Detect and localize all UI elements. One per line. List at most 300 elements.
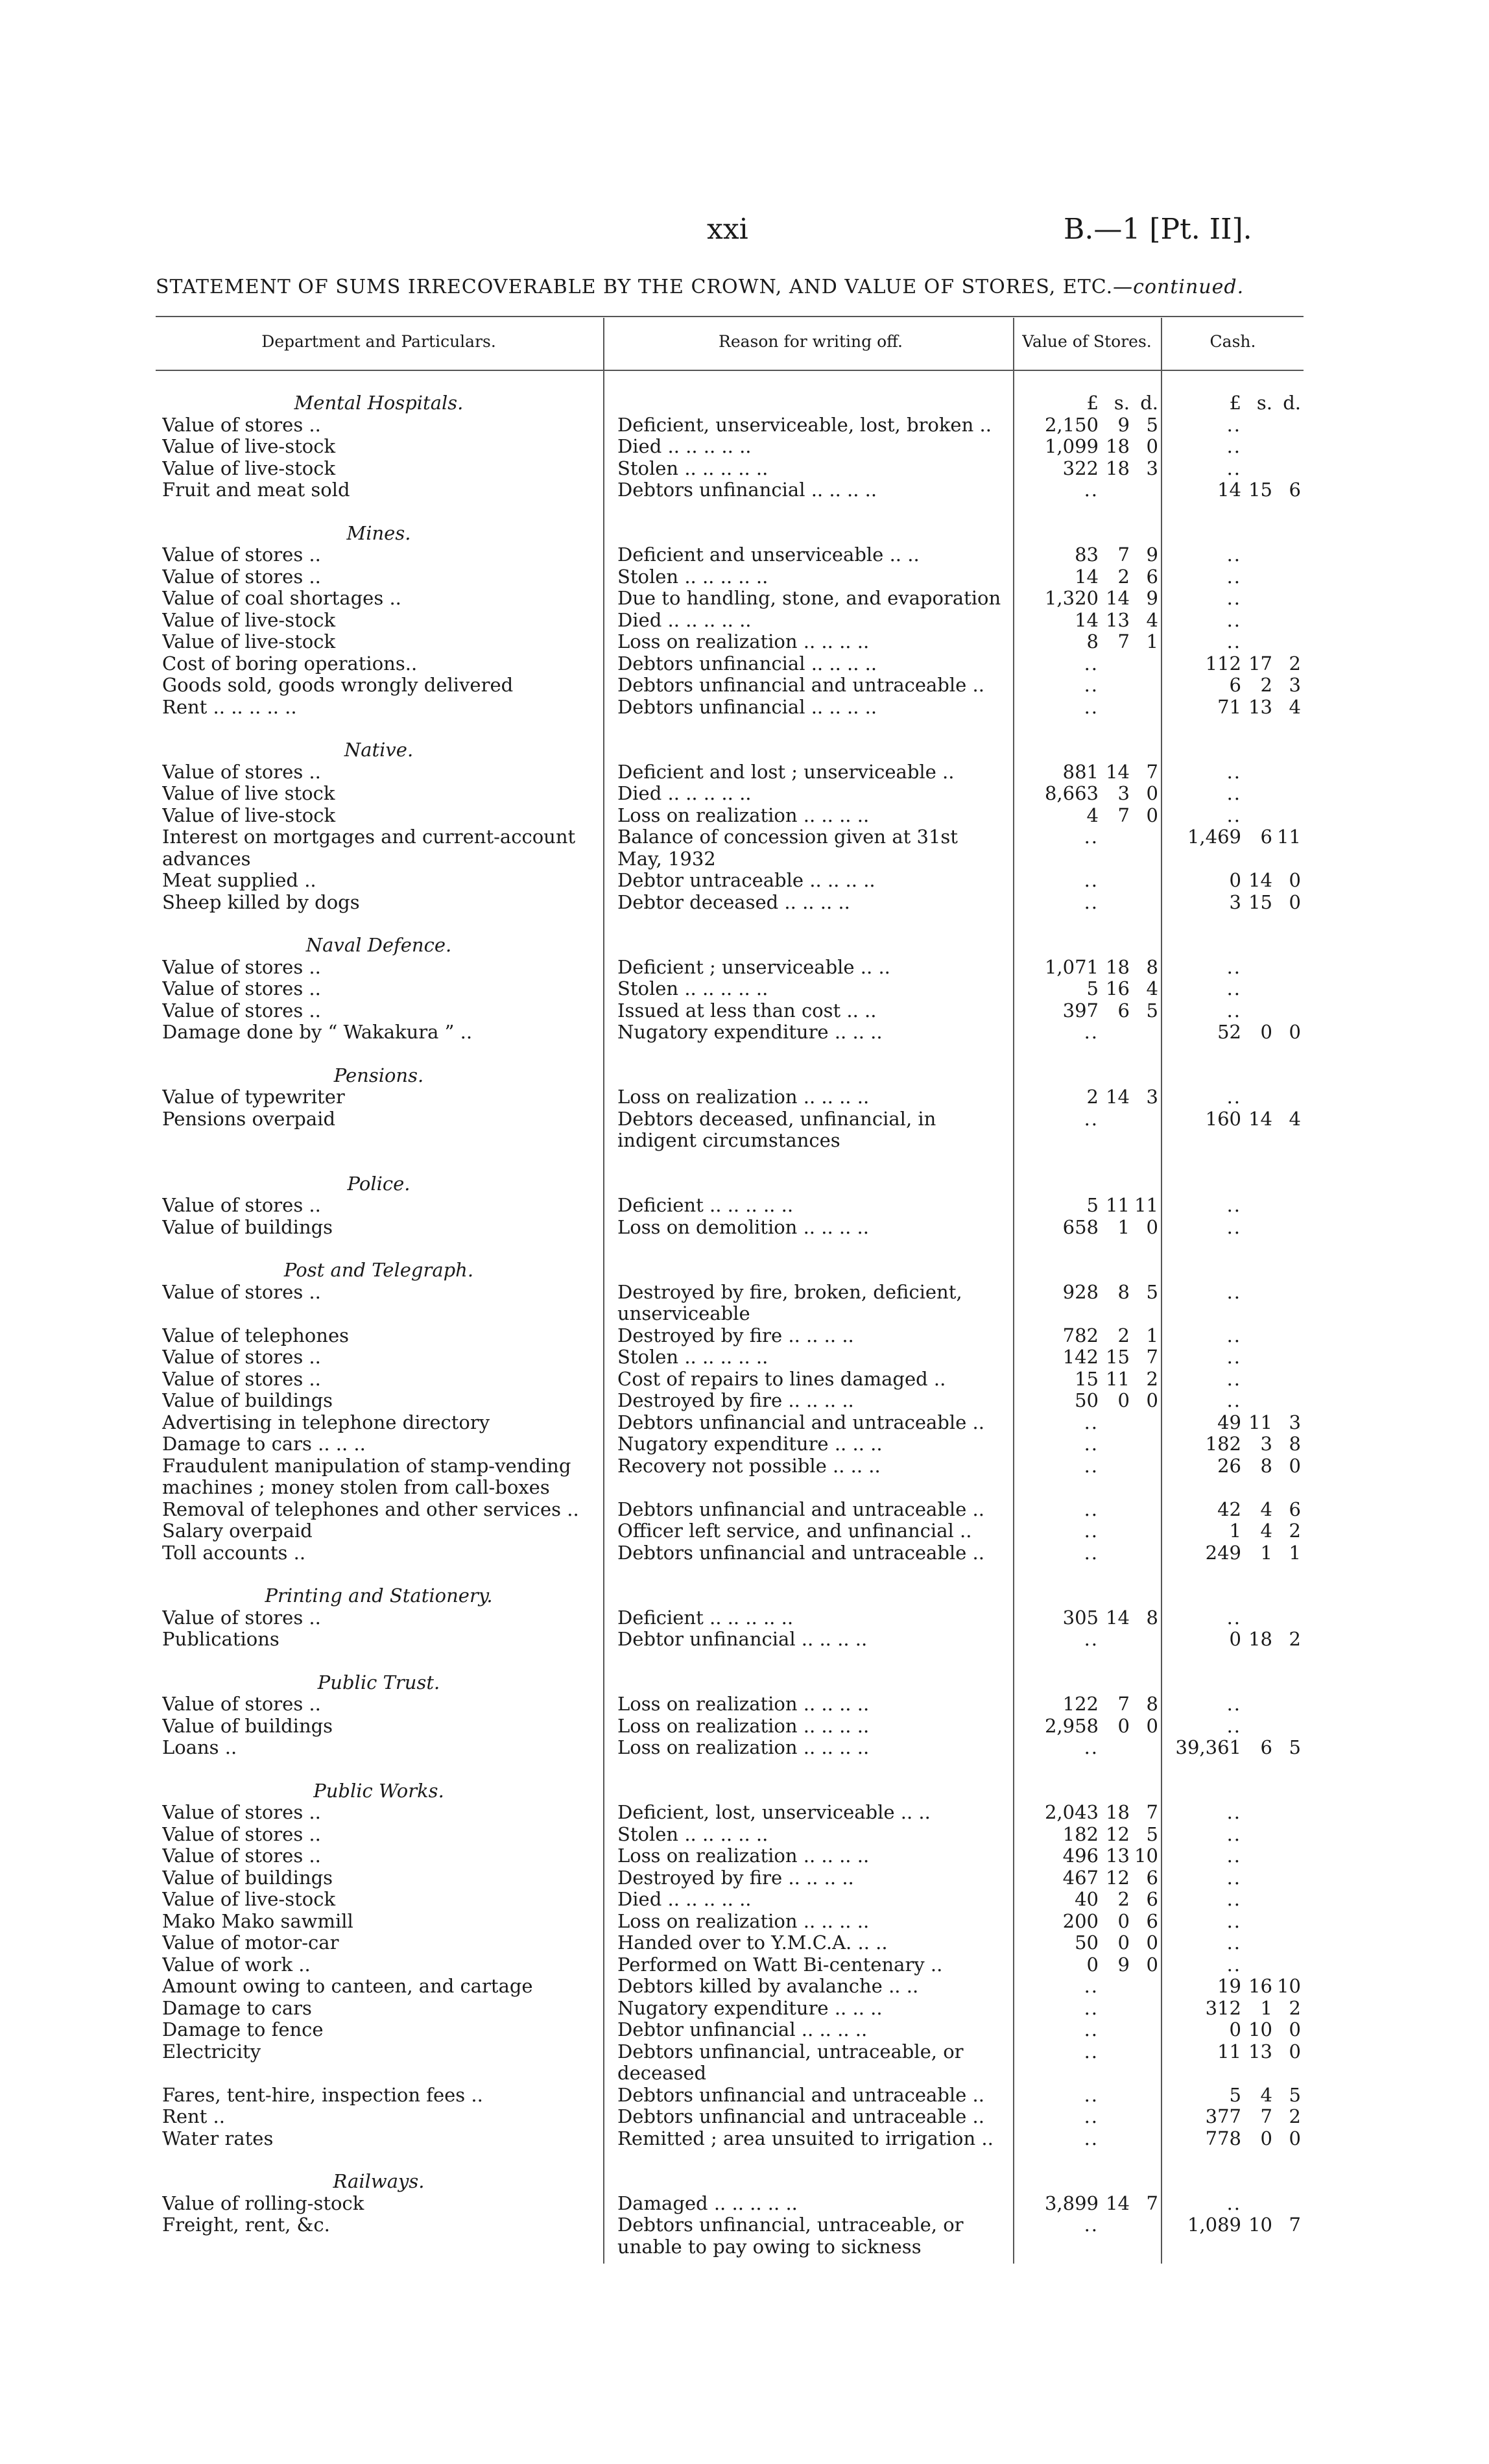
stores-value-shillings: 14: [1106, 761, 1130, 783]
stores-value: [1016, 458, 1158, 480]
cash-value-shillings: 4: [1260, 2084, 1272, 2106]
section-heading-row: [0, 935, 1489, 957]
cash-value-shillings: 1: [1260, 1542, 1272, 1564]
reason-cell: Stolen .. .. .. .. ..: [617, 978, 768, 999]
cash-value-empty: ..: [1226, 1715, 1241, 1737]
cash-value: [1165, 2041, 1301, 2063]
cash-value-pounds: 11: [1217, 2040, 1241, 2063]
table-row: [0, 1000, 1489, 1022]
particulars-cell: Fraudulent manipulation of stamp-vending machines ; money stolen from call-boxes: [162, 1455, 571, 1498]
cash-value-pence: 10: [1277, 1976, 1301, 1997]
particulars-cell: Value of stores ..: [162, 1607, 321, 1629]
cash-value: [1165, 1086, 1301, 1108]
cash-value-shillings: 15: [1248, 479, 1272, 501]
cash-value-pounds: 6: [1229, 675, 1241, 696]
table-row: [0, 1976, 1489, 1998]
table-row: [0, 458, 1489, 480]
stores-value-pounds: 881: [1062, 761, 1099, 783]
cash-value-pounds: 377: [1205, 2106, 1241, 2127]
cash-value-shillings: 11: [1248, 1411, 1272, 1433]
page-number: xxi: [707, 213, 748, 246]
cash-value-empty: ..: [1226, 1390, 1241, 1411]
cash-value: [1165, 978, 1301, 1000]
stores-value-shillings: 9: [1117, 1954, 1130, 1976]
cash-value: [1165, 2019, 1301, 2041]
cash-value-pence: 2: [1289, 652, 1301, 675]
table-row: [0, 1455, 1489, 1499]
particulars-cell: Interest on mortgages and current-account advances: [162, 826, 576, 870]
cash-value-pounds: 49: [1217, 1411, 1241, 1433]
stores-value-shillings: 14: [1106, 2192, 1130, 2214]
particulars-cell: Toll accounts ..: [162, 1542, 306, 1564]
cash-value-pounds: 71: [1217, 696, 1241, 718]
reason-cell: Destroyed by fire .. .. .. ..: [617, 1324, 854, 1346]
particulars-cell: Pensions overpaid: [162, 1108, 336, 1130]
reason-cell: Handed over to Y.M.C.A. .. ..: [617, 1932, 888, 1954]
cash-value-shillings: 8: [1260, 1455, 1272, 1477]
cash-value-empty: ..: [1226, 2192, 1241, 2214]
table-row: [0, 1369, 1489, 1391]
stores-value: [1016, 1108, 1158, 1130]
cash-value-pence: 8: [1289, 1433, 1301, 1455]
particulars-cell: Value of stores ..: [162, 999, 321, 1022]
particulars-cell: Value of telephones: [162, 1324, 349, 1346]
cash-value: [1165, 957, 1301, 979]
cash-value-shillings: 17: [1248, 652, 1272, 675]
stores-value-pounds: 305: [1062, 1607, 1099, 1629]
table-row: [0, 1346, 1489, 1369]
reason-cell: Deficient .. .. .. .. ..: [617, 1195, 794, 1216]
reason-cell: Cost of repairs to lines damaged ..: [617, 1368, 946, 1390]
table-row: [0, 588, 1489, 610]
cash-value: [1165, 1824, 1301, 1846]
particulars-cell: Value of stores ..: [162, 978, 321, 999]
stores-value-shillings: 2: [1117, 566, 1130, 588]
cash-value: [1165, 1911, 1301, 1933]
stores-value-pence: 8: [1146, 1693, 1158, 1715]
particulars-cell: Value of stores ..: [162, 1368, 321, 1390]
stores-value-shillings: 14: [1106, 588, 1130, 609]
stores-value-empty: ..: [1084, 2019, 1099, 2040]
cash-value: [1165, 1607, 1301, 1629]
stores-value-pounds: 5: [1086, 978, 1099, 999]
stores-value-shillings: 0: [1117, 1932, 1130, 1954]
section-heading: Railways.: [333, 2170, 425, 2192]
table-row: [0, 1802, 1489, 1824]
stores-value-pence: 5: [1146, 999, 1158, 1022]
cash-value-pence: 4: [1289, 1108, 1301, 1130]
table-row: [0, 1022, 1489, 1044]
table-row: [0, 1520, 1489, 1542]
cash-value-pounds: 1: [1229, 1520, 1241, 1542]
table-row: [0, 1542, 1489, 1564]
cash-value-pence: 3: [1289, 675, 1301, 696]
stores-value-pence: 1: [1146, 1324, 1158, 1346]
reason-cell: Died .. .. .. .. ..: [617, 436, 752, 457]
particulars-cell: Value of motor-car: [162, 1932, 339, 1954]
cash-value-pence: 11: [1277, 826, 1301, 848]
table-row: [0, 2041, 1489, 2085]
particulars-cell: Value of live-stock: [162, 804, 336, 826]
table-row: [0, 544, 1489, 566]
stores-value: [1016, 1390, 1158, 1412]
stores-value-pence: 0: [1146, 436, 1158, 457]
header-bottom-rule: [156, 370, 1304, 371]
particulars-cell: Water rates: [162, 2127, 274, 2149]
unit-pound: £: [1086, 392, 1099, 414]
cash-value-empty: ..: [1226, 1195, 1241, 1216]
particulars-cell: Sheep killed by dogs: [162, 891, 360, 913]
cash-value-shillings: 14: [1248, 1108, 1272, 1130]
stores-value-pounds: 658: [1062, 1216, 1099, 1238]
stores-value-empty: ..: [1084, 1976, 1099, 1997]
cash-value: [1165, 414, 1301, 437]
cash-value-shillings: 1: [1260, 1997, 1272, 2019]
section-heading: Mines.: [346, 521, 411, 544]
stores-value-empty: ..: [1084, 2214, 1099, 2236]
reason-cell: Due to handling, stone, and evaporation: [617, 588, 1001, 609]
cash-value-pounds: 312: [1205, 1997, 1241, 2019]
cash-value-empty: ..: [1226, 566, 1241, 588]
stores-value: [1016, 1716, 1158, 1738]
stores-value: [1016, 1976, 1158, 1998]
table-row: [0, 2193, 1489, 2215]
section-heading: Native.: [344, 739, 414, 761]
cash-value: [1165, 1455, 1301, 1477]
cash-value-empty: ..: [1226, 804, 1241, 826]
table-row: [0, 892, 1489, 914]
stores-value-pence: 0: [1146, 1715, 1158, 1737]
table-row: [0, 414, 1489, 437]
stores-value-pence: 0: [1146, 804, 1158, 826]
cash-value-pence: 5: [1289, 1737, 1301, 1758]
stores-value-pence: 3: [1146, 1086, 1158, 1108]
stores-value-pence: 7: [1146, 1346, 1158, 1368]
cash-value: [1165, 653, 1301, 675]
stores-value: [1016, 1325, 1158, 1347]
reason-cell: Debtor deceased .. .. .. ..: [617, 891, 850, 913]
particulars-cell: Value of stores ..: [162, 544, 321, 566]
stores-value-shillings: 2: [1117, 1889, 1130, 1910]
stores-value-shillings: 11: [1106, 1195, 1130, 1216]
stores-value-shillings: 0: [1117, 1715, 1130, 1737]
section-heading-row: [0, 392, 1489, 414]
particulars-cell: Value of stores ..: [162, 566, 321, 588]
stores-value: [1016, 2214, 1158, 2236]
stores-value-shillings: 7: [1117, 544, 1130, 566]
cash-value-shillings: 6: [1260, 826, 1272, 848]
stores-value-shillings: 0: [1117, 1390, 1130, 1411]
stores-value-shillings: 7: [1117, 1693, 1130, 1715]
stores-value-pounds: 1,320: [1044, 588, 1099, 609]
stores-value-pounds: 1,099: [1044, 436, 1099, 457]
table-row: [0, 610, 1489, 632]
particulars-cell: Fruit and meat sold: [162, 479, 350, 501]
stores-value: [1016, 588, 1158, 610]
particulars-cell: Value of coal shortages ..: [162, 588, 401, 609]
table-row: [0, 1867, 1489, 1889]
reason-cell: Performed on Watt Bi-centenary ..: [617, 1954, 943, 1976]
cash-value-pence: 0: [1289, 2127, 1301, 2149]
stores-value-shillings: 12: [1106, 1823, 1130, 1845]
stores-value-shillings: 2: [1117, 1324, 1130, 1346]
reason-cell: Debtor unfinancial .. .. .. ..: [617, 1629, 868, 1650]
reason-cell: Debtors unfinancial, untraceable, or deceased: [617, 2040, 964, 2084]
particulars-cell: Advertising in telephone directory: [162, 1411, 490, 1433]
reason-cell: Loss on demolition .. .. .. ..: [617, 1216, 869, 1238]
cash-value-pounds: 182: [1205, 1433, 1241, 1455]
stores-value-pounds: 142: [1062, 1346, 1099, 1368]
table-row: [0, 1954, 1489, 1976]
cash-value: [1165, 892, 1301, 914]
cash-value: [1165, 1217, 1301, 1239]
cash-value-pence: 0: [1289, 1455, 1301, 1477]
stores-value-pence: 6: [1146, 1867, 1158, 1889]
unit-shilling: s.: [1256, 392, 1272, 414]
stores-value-pounds: 0: [1086, 1954, 1099, 1976]
cash-value-pence: 4: [1289, 696, 1301, 718]
table-row: [0, 1412, 1489, 1434]
section-heading: Police.: [347, 1172, 411, 1195]
stores-value-pounds: 4: [1086, 804, 1099, 826]
stores-value-pounds: 1,071: [1044, 956, 1099, 978]
stores-value-empty: ..: [1084, 1542, 1099, 1564]
cash-value-empty: ..: [1226, 1086, 1241, 1108]
reason-cell: Debtors unfinancial and untraceable ..: [617, 1542, 984, 1564]
stores-value: [1016, 436, 1158, 458]
table-row: [0, 697, 1489, 719]
particulars-cell: Value of work ..: [162, 1954, 311, 1976]
title-continued: —continued.: [1113, 276, 1245, 298]
cash-value-pounds: 19: [1217, 1976, 1241, 1997]
reason-cell: Balance of concession given at 31st May, 1932: [617, 826, 958, 870]
stores-value: [1016, 1693, 1158, 1716]
stores-value-shillings: 11: [1106, 1368, 1130, 1390]
stores-value-pence: 0: [1146, 783, 1158, 804]
stores-value-pounds: 50: [1075, 1390, 1099, 1411]
cash-value-shillings: 14: [1248, 870, 1272, 891]
stores-value-empty: ..: [1084, 1022, 1099, 1043]
cash-value-pounds: 1,089: [1187, 2214, 1241, 2236]
stores-value-pence: 5: [1146, 414, 1158, 436]
reason-cell: Destroyed by fire .. .. .. ..: [617, 1390, 854, 1411]
unit-pence: d.: [1283, 392, 1301, 414]
reason-cell: Destroyed by fire .. .. .. ..: [617, 1867, 854, 1889]
cash-value-pence: 5: [1289, 2084, 1301, 2106]
cash-value-shillings: 13: [1248, 696, 1272, 718]
table-row: [0, 1217, 1489, 1239]
stores-value-empty: ..: [1084, 1455, 1099, 1477]
cash-value-pounds: 14: [1217, 479, 1241, 501]
stores-value: [1016, 826, 1158, 848]
stores-value-shillings: 18: [1106, 956, 1130, 978]
reason-cell: Died .. .. .. .. ..: [617, 1889, 752, 1910]
cash-value-empty: ..: [1226, 999, 1241, 1022]
title-main: STATEMENT OF SUMS IRRECOVERABLE BY THE CROWN, AND VALUE OF STORES, ETC.: [156, 276, 1114, 298]
cash-value-empty: ..: [1226, 1954, 1241, 1976]
cash-value-shillings: 10: [1248, 2214, 1272, 2236]
table-row: [0, 1499, 1489, 1521]
cash-value-empty: ..: [1226, 544, 1241, 566]
stores-value-empty: ..: [1084, 2084, 1099, 2106]
cash-value-pounds: 1,469: [1187, 826, 1241, 848]
particulars-cell: Removal of telephones and other services ..: [162, 1498, 579, 1520]
stores-value-empty: ..: [1084, 891, 1099, 913]
cash-value: [1165, 1325, 1301, 1347]
cash-value: [1165, 2214, 1301, 2236]
cash-value: [1165, 1867, 1301, 1889]
cash-value-shillings: 4: [1260, 1498, 1272, 1520]
table-row: [0, 1433, 1489, 1455]
stores-value: [1016, 892, 1158, 914]
cash-value-pence: 2: [1289, 1997, 1301, 2019]
particulars-cell: Value of buildings: [162, 1390, 333, 1411]
reason-cell: Recovery not possible .. .. ..: [617, 1455, 881, 1477]
particulars-cell: Damage to fence: [162, 2019, 324, 2040]
reason-cell: Nugatory expenditure .. .. ..: [617, 1022, 883, 1043]
cash-value-pence: 2: [1289, 1629, 1301, 1650]
cash-value-shillings: 13: [1248, 2040, 1272, 2063]
stores-value: [1016, 1433, 1158, 1455]
stores-value-shillings: 14: [1106, 1086, 1130, 1108]
column-header-cash: Cash.: [1209, 332, 1256, 351]
cash-value-pounds: 0: [1229, 870, 1241, 891]
cash-value-pence: 0: [1289, 2040, 1301, 2063]
stores-value-shillings: 3: [1117, 783, 1130, 804]
stores-value-pence: 5: [1146, 1823, 1158, 1845]
stores-value-empty: ..: [1084, 652, 1099, 675]
stores-value-pounds: 322: [1062, 457, 1099, 479]
column-header-reason: Reason for writing off.: [719, 332, 903, 351]
column-header-particulars: Department and Particulars.: [261, 332, 496, 351]
cash-value-empty: ..: [1226, 631, 1241, 652]
stores-value-pounds: 15: [1075, 1368, 1099, 1390]
stores-value: [1016, 414, 1158, 437]
stores-value-empty: ..: [1084, 1498, 1099, 1520]
cash-value-shillings: 16: [1248, 1976, 1272, 1997]
stores-value-pence: 0: [1146, 1390, 1158, 1411]
cash-value: [1165, 544, 1301, 566]
stores-value-pence: 0: [1146, 1932, 1158, 1954]
column-header-stores: Value of Stores.: [1022, 332, 1152, 351]
particulars-cell: Damage done by “ Wakakura ” ..: [162, 1022, 473, 1043]
stores-value: [1016, 566, 1158, 588]
reason-cell: Stolen .. .. .. .. ..: [617, 1823, 768, 1845]
cash-value: [1165, 1433, 1301, 1455]
table-row: [0, 2214, 1489, 2258]
stores-value: [1016, 2193, 1158, 2215]
table-row: [0, 1325, 1489, 1347]
stores-value-shillings: 7: [1117, 631, 1130, 652]
stores-value: [1016, 1412, 1158, 1434]
cash-value-empty: ..: [1226, 956, 1241, 978]
cash-value-shillings: 6: [1260, 1737, 1272, 1758]
particulars-cell: Value of stores ..: [162, 761, 321, 783]
section-heading-row: [0, 2171, 1489, 2193]
particulars-cell: Value of buildings: [162, 1867, 333, 1889]
stores-value: [1016, 653, 1158, 675]
table-row: [0, 1108, 1489, 1152]
section-heading: Pensions.: [333, 1064, 424, 1086]
cash-value: [1165, 610, 1301, 632]
cash-value-shillings: 18: [1248, 1629, 1272, 1650]
stores-value-shillings: 13: [1106, 1845, 1130, 1867]
stores-value-pence: 2: [1146, 1368, 1158, 1390]
stores-value-shillings: 18: [1106, 1802, 1130, 1823]
table-row: [0, 2128, 1489, 2150]
stores-value-empty: ..: [1084, 1520, 1099, 1542]
reason-cell: Damaged .. .. .. .. ..: [617, 2192, 798, 2214]
table-row: [0, 436, 1489, 458]
table-row: [0, 978, 1489, 1000]
cash-value-pence: 0: [1289, 1022, 1301, 1043]
table-row: [0, 783, 1489, 805]
table-row: [0, 566, 1489, 588]
reason-cell: Nugatory expenditure .. .. ..: [617, 1433, 883, 1455]
reason-cell: Deficient and lost ; unserviceable ..: [617, 761, 955, 783]
table-row: [0, 826, 1489, 870]
stores-value-pence: 11: [1134, 1195, 1158, 1216]
particulars-cell: Value of live-stock: [162, 1889, 336, 1910]
table-row: [0, 1282, 1489, 1325]
cash-value-empty: ..: [1226, 588, 1241, 609]
stores-value: [1016, 2085, 1158, 2107]
stores-value: [1016, 697, 1158, 719]
particulars-cell: Rent .. .. .. .. ..: [162, 696, 297, 718]
cash-value-shillings: 2: [1260, 675, 1272, 696]
reason-cell: Deficient, unserviceable, lost, broken ..: [617, 414, 992, 436]
particulars-cell: Goods sold, goods wrongly delivered: [162, 675, 514, 696]
cash-value: [1165, 1282, 1301, 1304]
stores-value-pence: 9: [1146, 588, 1158, 609]
stores-value: [1016, 2019, 1158, 2041]
reason-cell: Debtors killed by avalanche .. ..: [617, 1976, 919, 1997]
particulars-cell: Value of live-stock: [162, 609, 336, 631]
cash-value-shillings: 0: [1260, 1022, 1272, 1043]
cash-value-empty: ..: [1226, 1607, 1241, 1629]
stores-value-empty: ..: [1084, 826, 1099, 848]
cash-value-pounds: 249: [1205, 1542, 1241, 1564]
stores-value: [1016, 2041, 1158, 2063]
stores-value-empty: ..: [1084, 479, 1099, 501]
reason-cell: Loss on realization .. .. .. ..: [617, 1715, 870, 1737]
reason-cell: Destroyed by fire, broken, deficient, unserviceable: [617, 1281, 962, 1324]
stores-value-pence: 10: [1134, 1845, 1158, 1867]
reason-cell: Debtors unfinancial .. .. .. ..: [617, 652, 877, 675]
cash-value-empty: ..: [1226, 1889, 1241, 1910]
stores-value: [1016, 675, 1158, 697]
stores-value: [1016, 1022, 1158, 1044]
cash-value: [1165, 805, 1301, 827]
section-heading-row: [0, 1065, 1489, 1087]
cash-value: [1165, 1954, 1301, 1976]
stores-value-pence: 4: [1146, 978, 1158, 999]
reason-cell: Loss on realization .. .. .. ..: [617, 1693, 870, 1715]
stores-value: [1016, 2106, 1158, 2128]
cash-value-pounds: 42: [1217, 1498, 1241, 1520]
stores-value-pounds: 14: [1075, 609, 1099, 631]
reason-cell: Debtors unfinancial, untraceable, or unable to pay owing to sickness: [617, 2214, 964, 2258]
cash-value: [1165, 761, 1301, 783]
particulars-cell: Value of buildings: [162, 1715, 333, 1737]
section-heading-row: [0, 1672, 1489, 1694]
stores-value-shillings: 6: [1117, 999, 1130, 1022]
reason-cell: Debtors unfinancial .. .. .. ..: [617, 696, 877, 718]
cash-value-empty: ..: [1226, 1281, 1241, 1303]
cash-value-pence: 3: [1289, 1411, 1301, 1433]
stores-value: [1016, 805, 1158, 827]
particulars-cell: Value of stores ..: [162, 956, 321, 978]
